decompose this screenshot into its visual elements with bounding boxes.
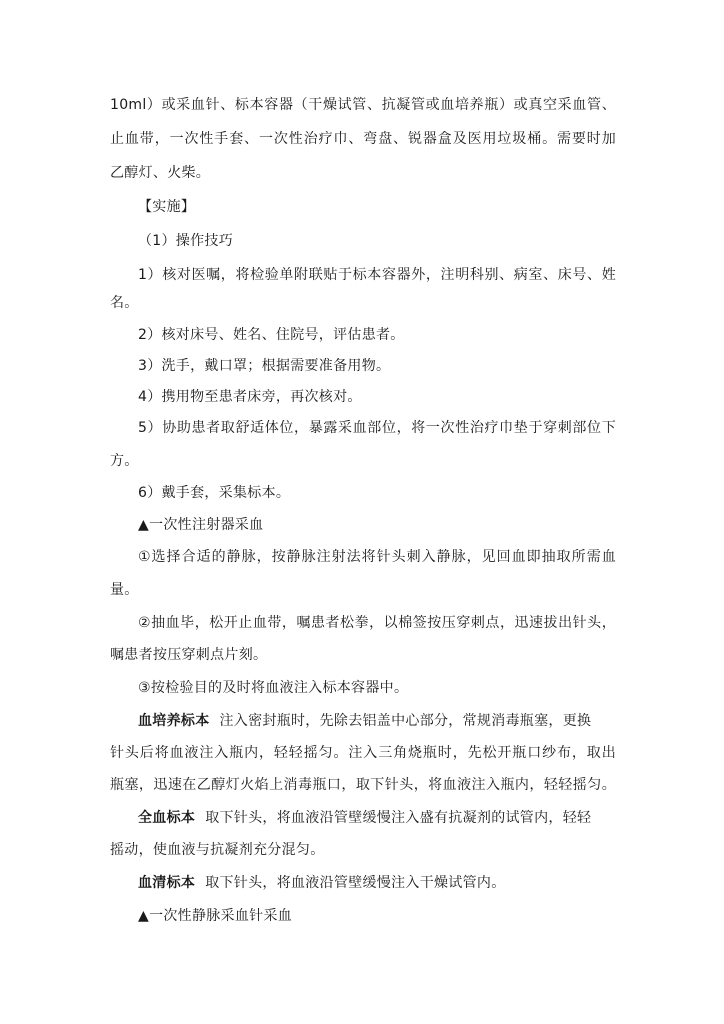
subsection-heading: ▲一次性静脉采血针采血 bbox=[138, 908, 293, 924]
text-line: 量。 bbox=[110, 582, 139, 598]
paragraph-line bbox=[138, 711, 616, 731]
text-line: 瓶塞，迅速在乙醇灯火焰上消毒瓶口，取下针头，将血液注入瓶内，轻轻摇匀。 bbox=[110, 777, 616, 793]
step-line: ③按检验目的及时将血液注入标本容器中。 bbox=[138, 680, 409, 696]
text-line: 针头后将血液注入瓶内，轻轻摇匀。注入三角烧瓶时，先松开瓶口纱布，取出 bbox=[110, 745, 616, 761]
section-heading: 【实施】 bbox=[138, 199, 196, 215]
paragraph-line bbox=[138, 873, 506, 893]
term-text: 取下针头，将血液沿管壁缓慢注入盛有抗凝剂的试管内，轻轻 bbox=[205, 810, 592, 826]
text-line: 止血带，一次性手套、一次性治疗巾、弯盘、锐器盒及医用垃圾桶。需要时加 bbox=[110, 131, 616, 147]
text-line: 乙醇灯、火柴。 bbox=[110, 165, 211, 181]
text-line: 名。 bbox=[110, 295, 139, 311]
term-label: 血清标本 bbox=[138, 875, 196, 891]
step-line: 1）核对医嘱，将检验单附联贴于标本容器外，注明科别、病室、床号、姓 bbox=[138, 267, 616, 283]
step-line: 4）携用物至患者床旁，再次核对。 bbox=[138, 389, 362, 405]
step-line: 2）核对床号、姓名、住院号，评估患者。 bbox=[138, 327, 405, 343]
term-label: 全血标本 bbox=[138, 810, 196, 826]
text-line: 嘱患者按压穿刺点片刻。 bbox=[110, 647, 268, 663]
term-text: 取下针头，将血液沿管壁缓慢注入干燥试管内。 bbox=[205, 875, 506, 891]
paragraph-line bbox=[138, 808, 616, 828]
term-text: 注入密封瓶时，先除去铝盖中心部分，常规消毒瓶塞，更换 bbox=[219, 713, 592, 729]
subsection-heading: ▲一次性注射器采血 bbox=[138, 517, 264, 533]
step-line: ②抽血毕，松开止血带，嘱患者松拳，以棉签按压穿刺点，迅速拔出针头， bbox=[138, 615, 616, 631]
text-line: 摇动，使血液与抗凝剂充分混匀。 bbox=[110, 842, 325, 858]
subsection-heading: （1）操作技巧 bbox=[138, 233, 234, 249]
text-line: 10ml）或采血针、标本容器（干燥试管、抗凝管或血培养瓶）或真空采血管、 bbox=[110, 97, 616, 113]
step-line: 3）洗手，戴口罩；根据需要准备用物。 bbox=[138, 358, 391, 374]
term-label: 血培养标本 bbox=[138, 713, 210, 729]
step-line: ①选择合适的静脉，按静脉注射法将针头刺入静脉，见回血即抽取所需血 bbox=[138, 549, 616, 565]
step-line: 6）戴手套，采集标本。 bbox=[138, 485, 291, 501]
text-line: 方。 bbox=[110, 453, 139, 469]
step-line: 5）协助患者取舒适体位，暴露采血部位，将一次性治疗巾垫于穿刺部位下 bbox=[138, 420, 616, 436]
